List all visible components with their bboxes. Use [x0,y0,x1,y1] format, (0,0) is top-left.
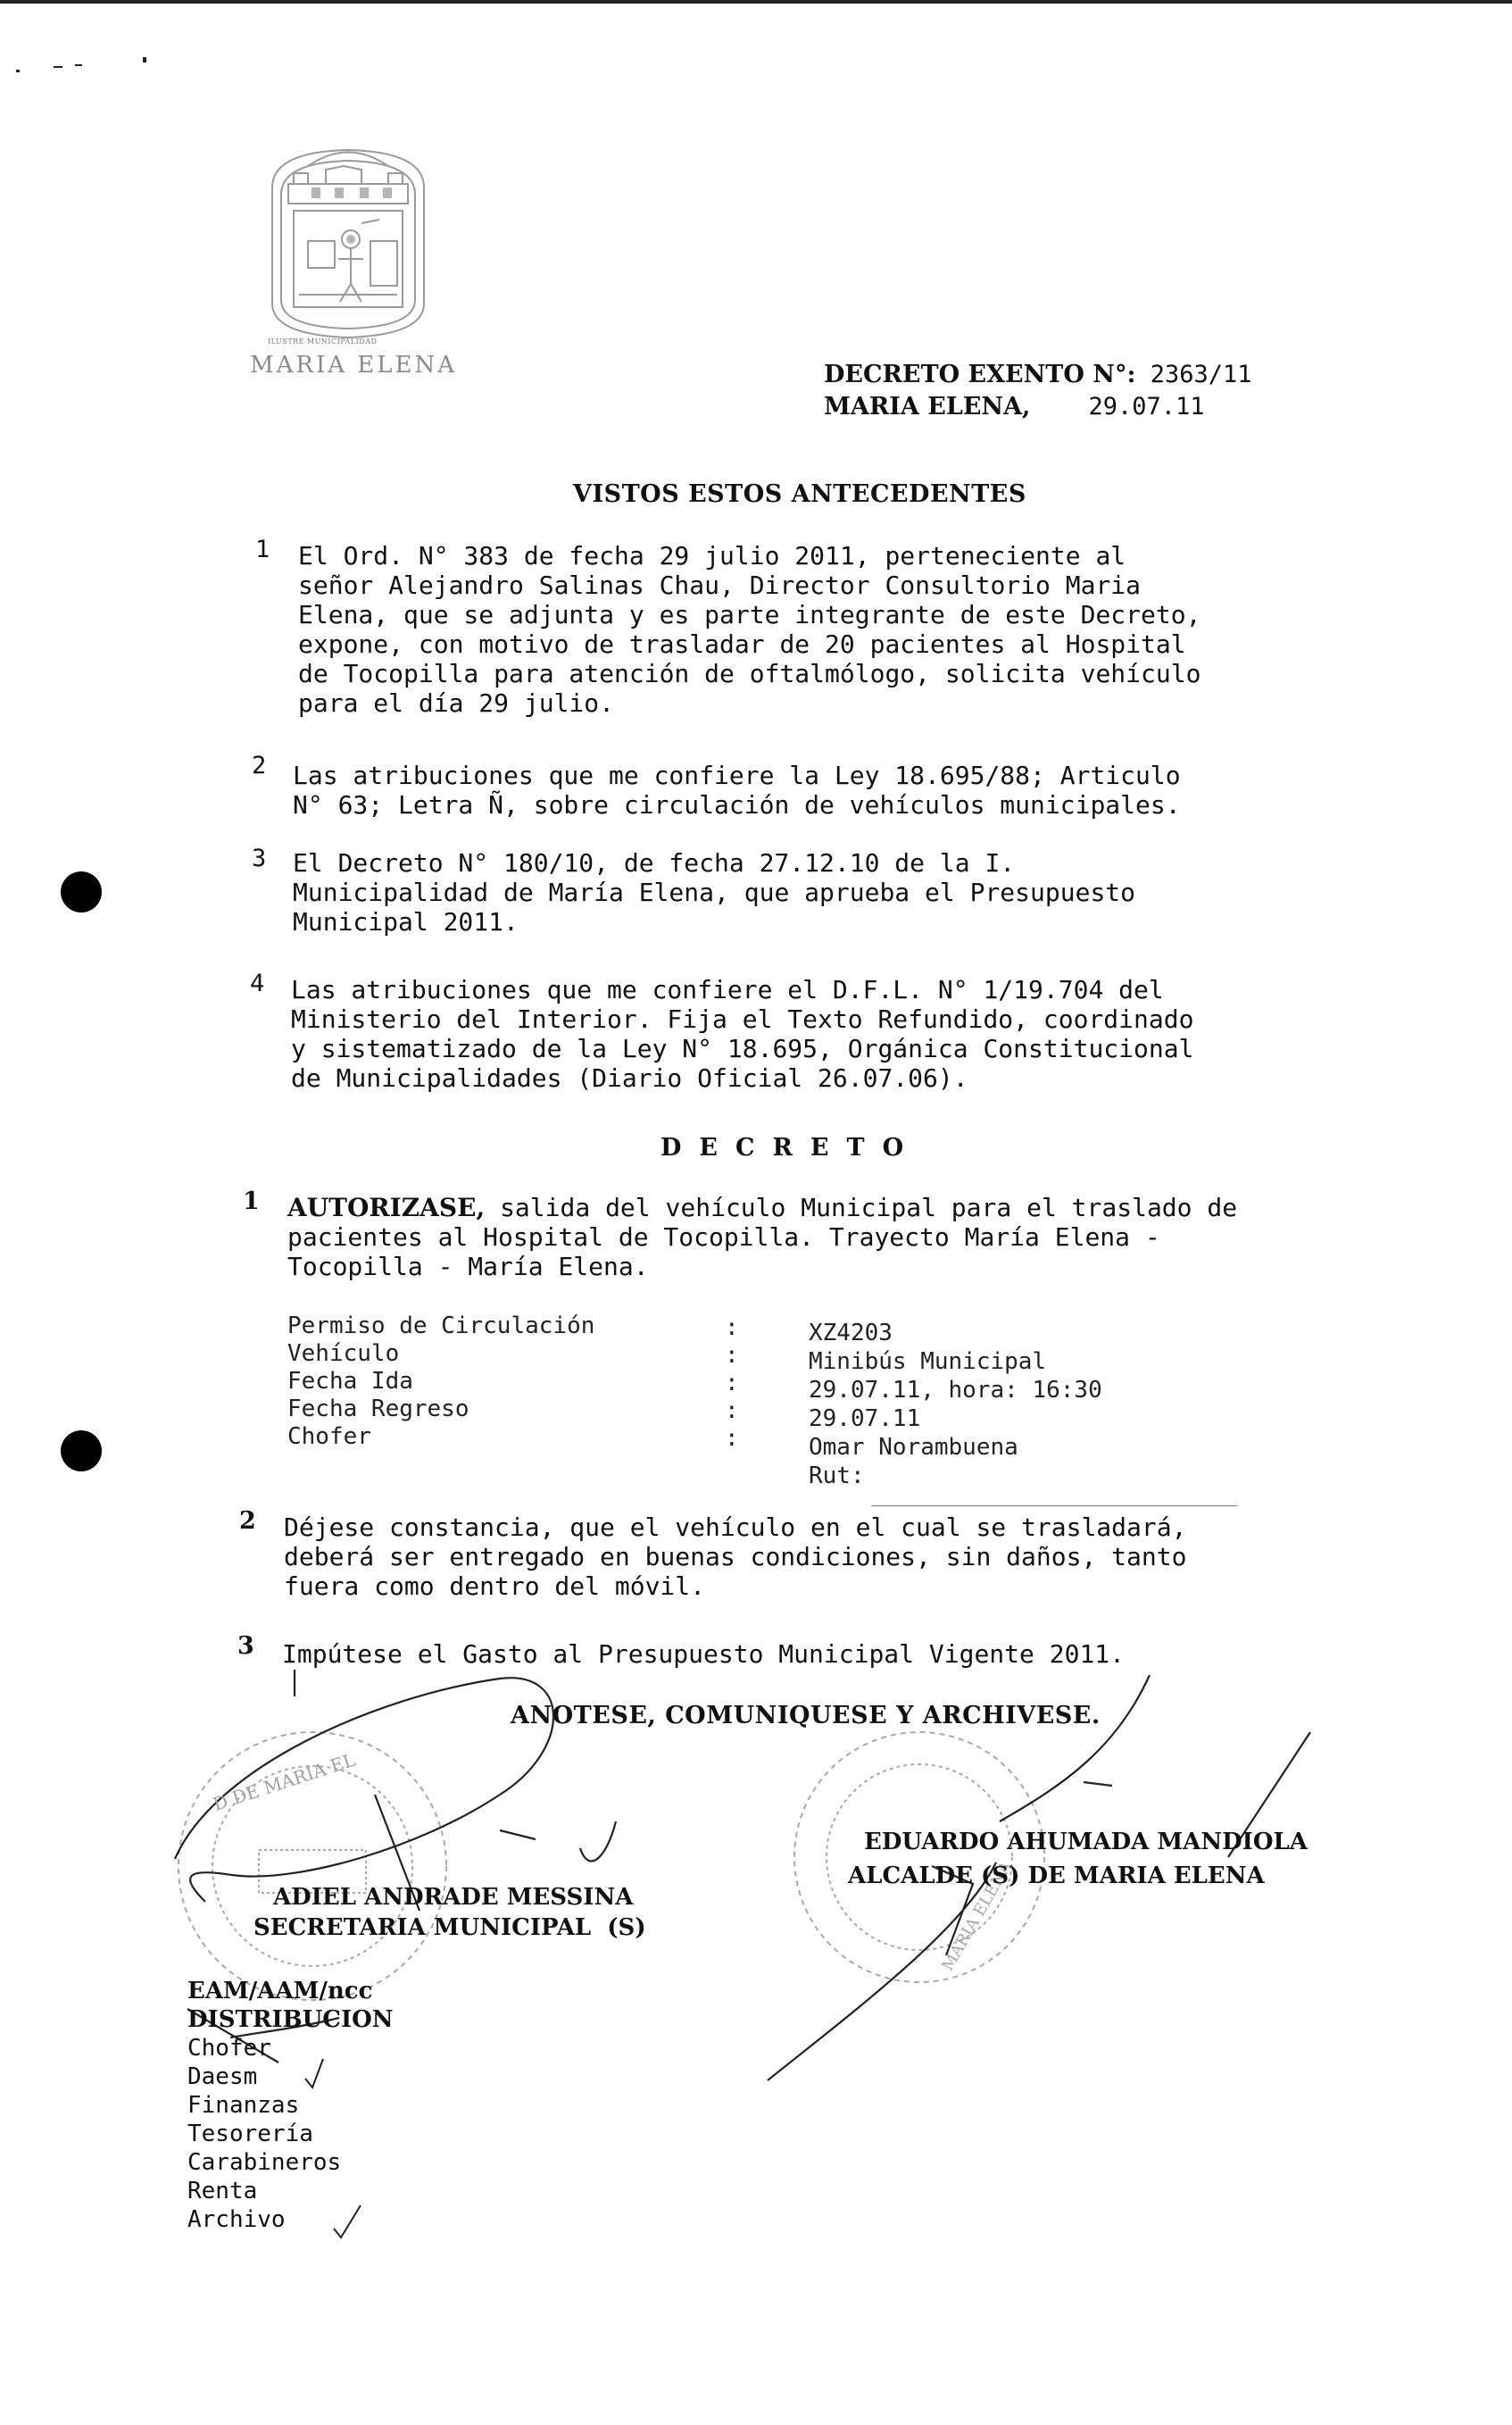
text-line: expone, con motivo de trasladar de 20 pacientes al Hospital [298,629,1186,659]
mayor-name: EDUARDO AHUMADA MANDIOLA [864,1829,1308,1855]
vehicle-colon: : [725,1425,739,1452]
text-line: N° 63; Letra Ñ, sobre circulación de vehículos municipales. [293,790,1181,820]
text-line: Ministerio del Interior. Fija el Texto Refundido, coordinado [291,1004,1194,1034]
text-line: El Decreto N° 180/10, de fecha 27.12.10 de la I. [293,848,1016,878]
text-line: y sistematizado de la Ley N° 18.695, Orgánica Constitucional [291,1034,1194,1063]
typist-initials: EAM/AAM/ncc [187,1978,373,2004]
text-line: Municipalidad de María Elena, que aprueba el Presupuesto [293,878,1136,907]
closing-formula: ANOTESE, COMUNIQUESE Y ARCHIVESE. [511,1702,1101,1729]
vehicle-label: Chofer [287,1423,371,1450]
decreto-title: DECRETO [660,1134,922,1162]
vistos-title: VISTOS ESTOS ANTECEDENTES [573,480,1026,508]
secretary-name: ADIEL ANDRADE MESSINA [273,1884,634,1911]
distribution-item: Tesorería [187,2121,313,2147]
vistos-item-number: 2 [252,752,267,779]
text-line: salida del vehículo Municipal para el traslado de [485,1193,1238,1222]
vehicle-value: Omar Norambuena [809,1434,1018,1461]
vehicle-colon: : [725,1370,739,1396]
distribution-title: DISTRIBUCION [187,2006,394,2033]
secretary-title: SECRETARIA MUNICIPAL (S) [253,1914,646,1941]
decreto-item-number: 1 [243,1188,260,1215]
vehicle-value: Minibús Municipal [809,1348,1047,1375]
vehicle-colon: : [725,1314,739,1341]
text-line: señor Alejandro Salinas Chau, Director Consultorio Maria [298,571,1142,600]
distribution-item: Finanzas [187,2092,300,2119]
logo-town-name: MARIA ELENA [250,352,458,379]
place-label: MARIA ELENA, [824,393,1031,421]
vehicle-value: 29.07.11 [809,1405,921,1432]
municipal-seal-right [794,1732,1044,1982]
vehicle-label: Fecha Ida [287,1368,413,1395]
distribution-item: Carabineros [187,2149,342,2176]
vistos-item-number: 4 [250,970,265,997]
decreto-item-number: 2 [239,1507,256,1535]
logo-caption: ILUSTRE MUNICIPALIDAD [268,338,378,346]
distribution-item: Renta [187,2178,258,2204]
text-line: fuera como dentro del móvil. [284,1571,706,1601]
vehicle-label: Permiso de Circulación [287,1312,595,1339]
text-line: Municipal 2011. [293,907,519,937]
decreto-item-number: 3 [237,1632,254,1660]
text-line: de Municipalidades (Diario Oficial 26.07.06). [291,1063,968,1093]
vistos-item-number: 1 [255,536,270,563]
decree-label: DECRETO EXENTO N°: [824,361,1136,388]
vehicle-colon: : [725,1342,739,1369]
text-line: pacientes al Hospital de Tocopilla. Trayecto María Elena - [287,1222,1160,1252]
vehicle-label: Fecha Regreso [287,1396,469,1422]
text-line: para el día 29 julio. [298,688,615,718]
text-line: Déjese constancia, que el vehículo en el cual se trasladará, [284,1512,1187,1542]
vehicle-colon: : [725,1397,739,1424]
text-line: Tocopilla - María Elena. [287,1252,649,1281]
text-line: de Tocopilla para atención de oftalmólogo, solicita vehículo [298,659,1201,688]
authorize-lead: AUTORIZASE, [287,1193,486,1222]
vehicle-label: Vehículo [287,1340,400,1367]
vistos-item-number: 3 [252,845,267,872]
vehicle-value: XZ4203 [809,1320,893,1346]
decree-number: 2363/11 [1150,361,1252,388]
text-line: deberá ser entregado en buenas condiciones, sin daños, tanto [284,1542,1187,1571]
checkmark-icon [334,2205,361,2238]
text-line: El Ord. N° 383 de fecha 29 julio 2011, perteneciente al [298,541,1126,571]
rut-label: Rut: [809,1462,865,1489]
seal-lettering-right: MARIA ELENA [938,1858,1017,1975]
seal-lettering-left: D DE MARIA EL [210,1748,358,1815]
mayor-title: ALCALDE (S) DE MARIA ELENA [848,1862,1265,1889]
decreto-item-3: Impútese el Gasto al Presupuesto Municipal Vigente 2011. [282,1639,1126,1669]
vehicle-value: 29.07.11, hora: 16:30 [809,1377,1102,1404]
text-line: Las atribuciones que me confiere la Ley 18.695/88; Articulo [293,761,1181,790]
checkmark-icon [305,2059,323,2088]
distribution-item: Daesm [187,2063,258,2090]
distribution-item: Chofer [187,2035,271,2062]
text-line: Las atribuciones que me confiere el D.F.L. N° 1/19.704 del [291,975,1164,1004]
text-line: Elena, que se adjunta y es parte integrante de este Decreto, [298,600,1201,629]
decree-date: 29.07.11 [1088,393,1205,421]
distribution-item: Archivo [187,2206,286,2233]
